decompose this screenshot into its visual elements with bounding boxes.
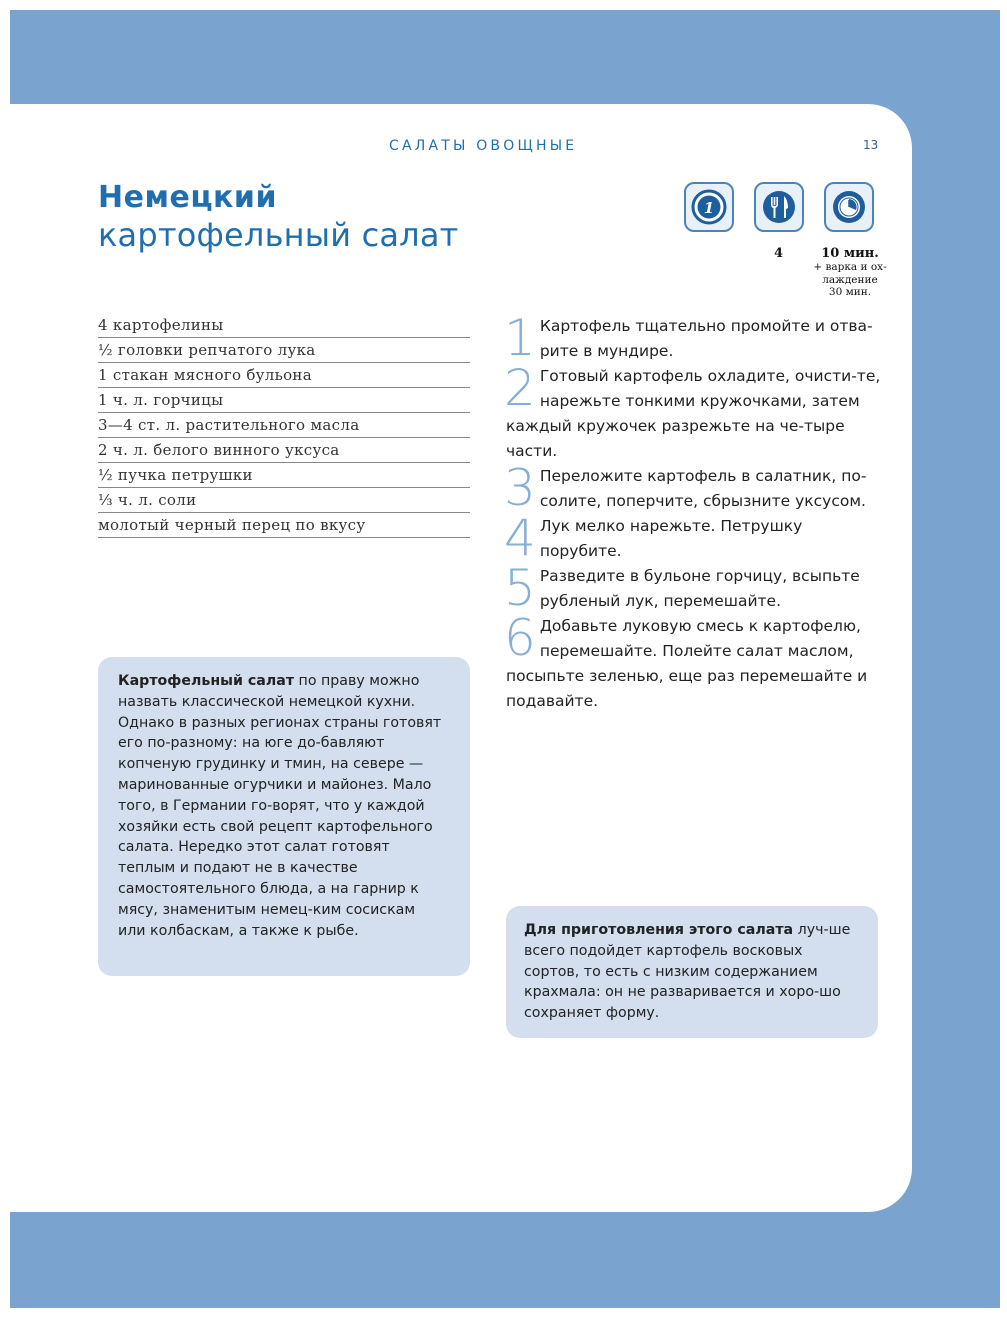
section-title: САЛАТЫ ОВОЩНЫЕ [389,138,578,154]
ingredient-item: ⅓ ч. л. соли [98,488,470,513]
time-extra-1: + варка и ох- [813,261,887,273]
time-extra-2: лаждение [822,273,878,286]
step-text: Картофель тщательно промойте и отва-рите в мундире. [539,317,873,360]
step-item [504,359,884,464]
ingredient-item: 1 стакан мясного бульона [98,363,470,388]
step-item [504,509,884,567]
step-text: Добавьте луковую смесь к картофелю, перемешайте. Полейте салат маслом, посыпьте зеленью, еще раз перемешайте и подавайте. [506,617,868,710]
recipe-title-light: картофельный салат [98,216,459,254]
step-item [504,559,884,617]
step-text: Переложите картофель в салатник, по-солите, поперчите, сбрызните уксусом. [539,467,867,510]
step-number: 4 [504,509,536,567]
cooking-time [804,246,896,299]
page-number: 13 [863,138,879,152]
ingredients-list [98,313,470,538]
step-text: Готовый картофель охладите, очисти-те, нарежьте тонкими кружочками, затем каждый кружочек разрежьте на че-тыре части. [506,367,881,460]
ingredient-item: 2 ч. л. белого винного уксуса [98,438,470,463]
time-extra-3: 30 мин. [828,286,872,298]
note-text: луч-ше всего подойдет картофель восковых сортов, то есть с низким содержанием крахмала: он не разваривается и хоро-шо сохраняет форму. [524,922,851,1022]
step-text: Разведите в бульоне горчицу, всыпьте рубленый лук, перемешайте. [539,567,860,610]
note-bold-lead: Картофельный салат [118,673,295,689]
step-number: 1 [504,309,536,367]
fork-knife-icon [754,182,804,232]
step-number: 6 [504,609,536,667]
step-item [504,609,884,714]
difficulty-1-icon [684,182,734,232]
note-bold-lead: Для приготовления этого салата [524,922,794,938]
info-note-tip [506,906,878,1038]
steps-list [504,309,884,714]
difficulty-level: 1 [703,199,715,217]
ingredient-item: молотый черный перец по вкусу [98,513,470,538]
ingredient-item: 4 картофелины [98,313,470,338]
step-number: 3 [504,459,536,517]
step-text: Лук мелко нарежьте. Петрушку порубите. [539,517,803,560]
ingredient-item: 3—4 ст. л. растительного масла [98,413,470,438]
ingredient-item: ½ пучка петрушки [98,463,470,488]
ingredient-item: ½ головки репчатого лука [98,338,470,363]
step-number: 2 [504,359,536,417]
info-note-history [98,657,470,976]
step-item [504,459,884,517]
step-number: 5 [504,559,536,617]
step-item [504,309,884,367]
note-text: по праву можно назвать классической немецкой кухни. Однако в разных регионах страны готовят его по-разному: на юге до-бавляют копченую грудинку и тмин, на севере — маринованные огурчики и майонез. Мало того, в Германии го-ворят, что у каждой хозяйки есть свой рецепт картофельного салата. Нередко этот салат готовят теплым и подают не в качестве самостоятельного блюда, а на гарнир к мясу, знаменитым немец-ким сосискам или колбаскам, а также к рыбе. [118,673,442,939]
ingredient-item: 1 ч. л. горчицы [98,388,470,413]
servings-count: 4 [774,246,784,261]
clock-icon [824,182,874,232]
recipe-title-bold: Немецкий [98,180,277,215]
time-main: 10 мин. [821,246,879,261]
